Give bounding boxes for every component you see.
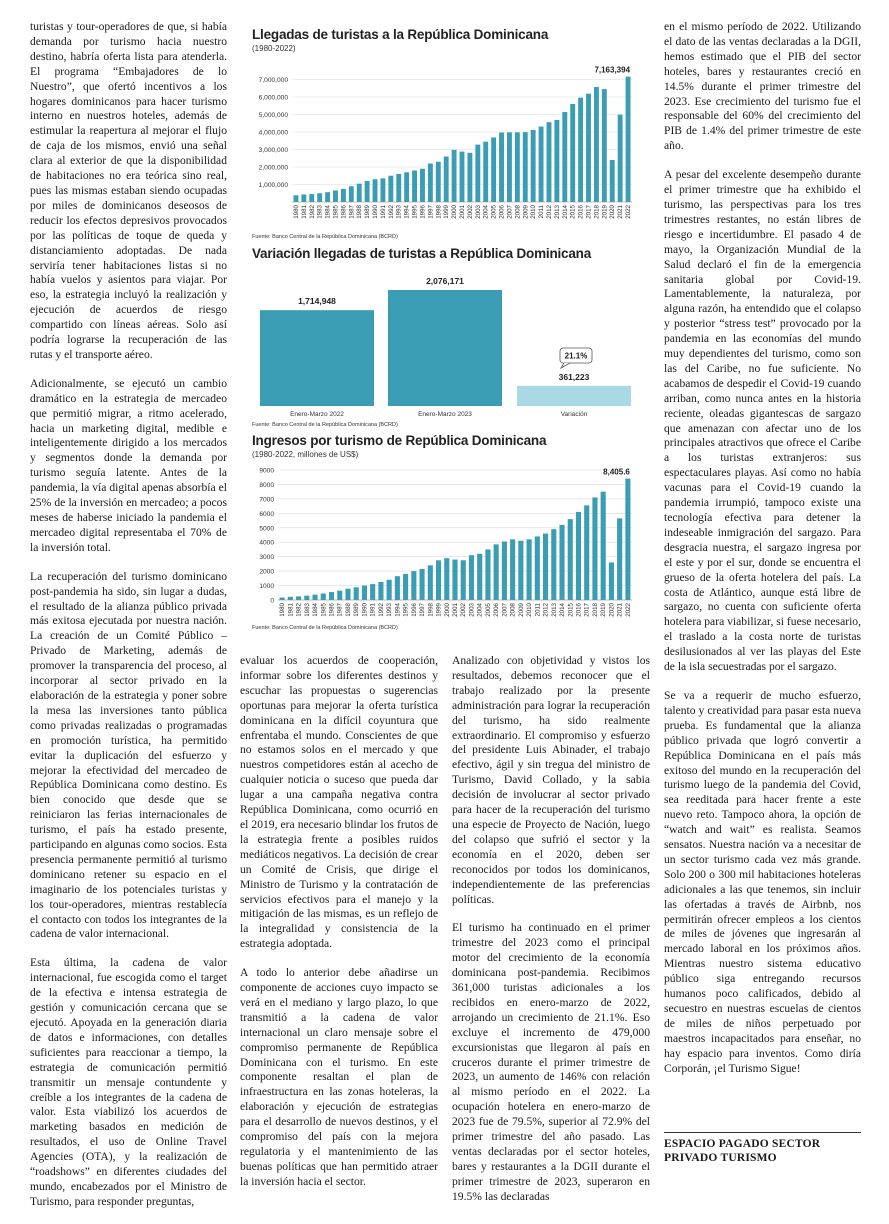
paragraph: A todo lo anterior debe añadirse un componente de acciones cuyo impacto se verá en el mediano y largo plazo, lo que transmitió a la cadena de valor internacional un claro mensaje sobre el compromiso permanente de República Dominicana con el turismo. En este componente resaltan el plan de infraestructura en las zonas hoteleras, la elaboración y ejecución de estrategias para el desarrollo de nuevos destinos, y el compromiso del país con la mejora regulatoria y el mantenimiento de las buenas políticas que han permitido atraer la inversión hacia el sector. [240, 966, 438, 1188]
chart1-bar [578, 98, 583, 202]
chart2-value-label: 2,076,171 [426, 276, 464, 286]
chart1-bar [507, 132, 512, 202]
chart3-xtick-label: 2007 [501, 603, 509, 617]
chart1-xtick-label: 2011 [538, 205, 546, 219]
chart3-ytick-label: 2000 [259, 568, 274, 576]
chart3-bar [609, 562, 614, 600]
chart3-bar [378, 582, 383, 600]
chart3-xtick-label: 1983 [303, 603, 311, 617]
chart3-xtick-label: 1991 [369, 603, 377, 617]
chart1-peak-label: 7,163,394 [594, 65, 631, 75]
chart1-xtick-label: 2010 [530, 205, 538, 219]
chart3-xtick-label: 1999 [435, 603, 443, 617]
chart3-xtick-label: 2006 [493, 603, 501, 617]
chart2-annotation-pointer [561, 363, 570, 368]
chart3-bar [354, 587, 359, 600]
article-column-3 [452, 654, 650, 1219]
chart1-bar [309, 194, 314, 202]
chart3-bar [601, 492, 606, 600]
chart1-bar [428, 164, 433, 203]
chart1-bar [491, 137, 496, 202]
chart1-xtick-label: 1997 [427, 205, 435, 219]
chart1-xtick-label: 1996 [419, 205, 427, 219]
chart1-bar [452, 150, 457, 202]
chart1-bar [594, 87, 599, 202]
chart2-category-label: Enero-Marzo 2022 [290, 411, 344, 418]
chart3-bar [461, 560, 466, 600]
chart3-xtick-label: 2015 [567, 603, 575, 617]
paragraph: en el mismo período de 2022. Utilizando el dato de las ventas declaradas a la DGII, hemos estimado que el PIB del sector hoteles, bares y restaurantes creció en 14.5% durante el primer trimestre del 2023. Ese crecimiento del turismo fue el responsable del 60% del crecimiento del PIB de 1.4% del primer trimestre de este año. [664, 20, 861, 153]
chart3-revenue-svg [248, 460, 636, 624]
chart1-xtick-label: 1999 [443, 205, 451, 219]
chart3-bar [617, 518, 622, 600]
chart3-bar [485, 549, 490, 600]
chart1-bar [467, 153, 472, 202]
chart1-xtick-label: 1993 [395, 205, 403, 219]
paragraph: evaluar los acuerdos de cooperación, informar sobre los diferentes destinos y escuchar las propuestas o sugerencias oportunas para mejorar la oferta turística dominicana en la difícil coyuntura que enfrentaba el mundo. Conscientes de que no estamos solos en el mercado y que nuestros competidores están al acecho de cualquier noticia o suceso que pueda dar lugar a una campaña negativa contra República Dominicana, como ocurrió en el 2019, era necesario blindar los frutos de la estrategia frente a posibles ruidos mediáticos negativos. La decisión de crear un Comité de Crisis, que dirige el Ministro de Turismo y la contratación de servicios efectivos para el manejo y la mitigación de las mismas, es un reflejo de la integralidad y consistencia de la estrategia adoptada. [240, 654, 438, 951]
chart3-title: Ingresos por turismo de República Dominicana [252, 433, 547, 448]
chart1-xtick-label: 1994 [403, 205, 411, 219]
chart1-xtick-label: 2015 [569, 205, 577, 219]
chart1-xtick-label: 1988 [356, 205, 364, 219]
chart1-xtick-label: 2014 [561, 205, 569, 219]
chart1-ytick-label: 4,000,000 [258, 129, 288, 137]
chart1-ytick-label: 2,000,000 [258, 164, 288, 172]
chart1-xtick-label: 2022 [625, 205, 633, 219]
chart1-ytick-label: 5,000,000 [258, 112, 288, 119]
chart1-xtick-label: 2018 [593, 205, 601, 219]
chart3-bar [535, 536, 540, 600]
chart3-xtick-label: 2000 [443, 603, 451, 617]
chart1-bar [380, 178, 385, 202]
chart3-xtick-label: 2003 [468, 603, 476, 617]
paragraph: turistas y tour-operadores de que, si había demanda por turismo hacia nuestro destino, habría oferta lista para atenderla. El programa “Embajadores de lo Nuestro”, que ofertó incentivos a los hogares dominicanos para hacer turismo interno en nuestros hoteles, además de estimular la reapertura al mejorar el flujo de caja de los mismos, envió una señal clara al exterior de que la disponibilidad de habitaciones no era teórica sino real, pues las mismas estaban siendo ocupadas por miles de dominicanos deseosos de reducir los efectos depresivos provocados por las políticas de toque de queda y distanciamiento adoptadas. De nada serviría tener habitaciones listas si no había vuelos y asientos para viajar. Por eso, la estrategia incluyó la realización y ejecución de acuerdos de riesgo compartido con líneas aéreas. Solo así podría lograrse la recuperación de las rutas y el transporte aéreo. [30, 20, 227, 361]
chart3-xtick-label: 1989 [353, 603, 361, 617]
chart3-xtick-label: 1995 [402, 603, 410, 617]
chart3-bar [436, 560, 441, 600]
chart3-bar [543, 534, 548, 600]
chart1-bar [539, 127, 544, 202]
chart1-xtick-label: 2002 [466, 205, 474, 219]
chart3-bar [288, 597, 293, 600]
chart1-bar [294, 195, 299, 202]
chart1-bar [483, 142, 488, 202]
chart3-bar [592, 497, 597, 600]
paragraph: Adicionalmente, se ejecutó un cambio dramático en la estrategia de mercadeo que permitió migrar, a ritmo acelerado, hacia un marketing digital, medible e inteligentemente dirigido a los mercados y segmentos donde la demanda por turismo seguía latente. Antes de la pandemia, la vía digital apenas absorbía el 25% de la inversión en mercadeo; a pocos meses de haberse iniciado la pandemia el mercadeo digital representaba el 70% de la inversión total. [30, 376, 227, 554]
chart3-xtick-label: 1990 [361, 603, 369, 617]
chart3-bar [494, 544, 499, 600]
chart3-bar [559, 525, 564, 600]
chart1-ytick-label: 1,000,000 [258, 182, 288, 189]
chart2-source: Fuente: Banco Central de la República Dominicana (BCRD) [252, 422, 398, 428]
chart3-ytick-label: 1000 [259, 583, 274, 591]
chart3-xtick-label: 1998 [427, 603, 435, 617]
chart3-bar [576, 512, 581, 600]
chart3-bar [403, 574, 408, 600]
chart1-xtick-label: 2016 [577, 205, 585, 219]
chart3-xtick-label: 1982 [295, 603, 303, 617]
chart3-xtick-label: 2016 [575, 603, 583, 617]
chart3-bar [452, 560, 457, 600]
chart1-xtick-label: 1980 [292, 205, 300, 219]
chart1-xtick-label: 1982 [308, 205, 316, 219]
chart3-xtick-label: 2010 [526, 603, 534, 617]
chart3-xtick-label: 1985 [320, 603, 328, 617]
chart3-bar [527, 539, 532, 600]
chart3-bar [551, 529, 556, 600]
chart1-arrivals-svg [248, 54, 636, 232]
chart3-xtick-label: 2013 [550, 603, 558, 617]
chart1-bar [412, 171, 417, 203]
chart3-bar [370, 584, 375, 600]
paragraph: A pesar del excelente desempeño durante el primer trimestre que ha exhibido el turismo, las perspectivas para los tres trimestres restantes, no están libres de riesgo e incertidumbre. El pasado 4 de mayo, la Organización Mundial de la Salud declaró el fin de la emergencia sanitaria global por Covid-19. Lamentablemente, la naturaleza, por alguna razón, ha entendido que el colapso y posterior “stress test” provocado por la pandemia en las economías del mundo muy dependientes del turismo, como son las del Caribe, no fue suficiente. No acabamos de despedir el Covid-19 cuando arriban, como nunca antes en la historia reciente, oleadas gigantescas de sargazo que amenazan con afectar uno de los principales atractivos que ofrece el Caribe a los turistas extranjeros: sus espectaculares playas. Así como no había vacunas para el Covid-19 cuando la pandemia irrumpió, tampoco existe una tecnología efectiva para detener la indeseable inmigración del sargazo. Para desgracia nuestra, el sargazo ingresa por el este y por el sur, donde se encuentra el grueso de la oferta hotelera del país. La costa de Atlántico, aunque está libre de sargazo, no cuenta con suficiente oferta hotelera para viabilizar, si fuese necesario, el traslado a la costa norte de turistas desilusionados al ver las playas del Este de la isla secuestradas por el sargazo. [664, 168, 861, 674]
chart1-bar [460, 152, 465, 202]
chart3-bar [304, 596, 309, 600]
chart3-bar [477, 554, 482, 600]
chart3-bar [337, 591, 342, 600]
chart3-ytick-label: 3000 [259, 554, 274, 562]
chart3-xtick-label: 2011 [534, 603, 542, 617]
chart3-ytick-label: 5000 [259, 525, 274, 533]
chart3-xtick-label: 1988 [344, 603, 352, 617]
chart3-bar [321, 594, 326, 601]
chart3-bar [312, 595, 317, 600]
chart3-bar [444, 558, 449, 600]
chart3-source: Fuente: Banco Central de la República Dominicana (BCRD) [252, 625, 398, 631]
chart1-source: Fuente: Banco Central de la República Dominicana (BCRD) [252, 234, 398, 240]
chart3-xtick-label: 1997 [419, 603, 427, 617]
chart1-bar [515, 132, 520, 202]
chart1-xtick-label: 2001 [459, 205, 466, 219]
chart3-bar [387, 580, 392, 600]
chart1-bar [341, 189, 346, 202]
chart3-xtick-label: 2021 [616, 603, 624, 617]
chart3-xtick-label: 1987 [336, 603, 344, 617]
chart3-xtick-label: 2014 [559, 603, 567, 617]
chart1-xtick-label: 1983 [316, 205, 324, 219]
chart1-xtick-label: 2008 [514, 205, 522, 219]
chart1-xtick-label: 1992 [387, 205, 395, 219]
chart1-bar [531, 130, 536, 202]
chart1-xtick-label: 2013 [553, 205, 561, 219]
paragraph: Analizado con objetividad y vistos los resultados, debemos reconocer que el trabajo realizado por la presente administración para lograr la recuperación del turismo, ha sido realmente extraordinario. El compromiso y esfuerzo del presidente Luis Abinader, el trabajo efectivo, ágil y sin tregua del ministro de Turismo, David Collado, y la sabia decisión de involucrar al sector privado para hacer de la recuperación del turismo una especie de Proyecto de Nación, luego del colapso que sufrió el sector y la economía en el 2020, deben ser reconocidos por todos los dominicanos, independientemente de las preferencias políticas. [452, 654, 650, 906]
chart2-category-label: Variación [560, 411, 588, 418]
chart1-xtick-label: 2006 [498, 205, 506, 219]
chart3-xtick-label: 2018 [591, 603, 599, 617]
chart3-xtick-label: 2019 [600, 603, 608, 617]
chart1-bar [317, 193, 322, 202]
chart1-bar [325, 192, 330, 202]
chart3-xtick-label: 2020 [608, 603, 616, 617]
chart1-bar [444, 157, 449, 203]
chart1-ytick-label: 3,000,000 [258, 147, 288, 154]
chart3-xtick-label: 2022 [624, 603, 632, 617]
chart3-bar [345, 589, 350, 600]
chart1-bar [499, 133, 504, 202]
chart1-bar [420, 169, 425, 202]
chart1-xtick-label: 1990 [372, 205, 380, 219]
paragraph: Esta última, la cadena de valor internacional, fue escogida como el target de la efectiva e intensa estrategia de gestión y comunicación cercana que se ejecutó. Apoyada en la generación diaria de datos e informaciones, con detalles suficientes para reaccionar a tiempo, la estrategia de comunicación permitió transmitir un mensaje contundente y creíble a los integrantes de la cadena de valor. Esta viabilizó los acuerdos de marketing basados en medición de resultados, el uso de Online Travel Agencies (OTA), y la realización de “roadshows” en diferentes ciudades del mundo, encabezados por el Ministro de Turismo, para responder preguntas, [30, 956, 227, 1208]
chart1-xtick-label: 2007 [506, 205, 514, 219]
chart1-xtick-label: 2004 [482, 205, 490, 219]
chart1-xtick-label: 1995 [411, 205, 419, 219]
chart3-bar [502, 542, 507, 601]
article-column-2 [240, 654, 438, 1204]
chart1-bar [570, 104, 575, 202]
chart3-ytick-label: 0 [270, 597, 274, 605]
chart1-xtick-label: 1984 [324, 205, 332, 219]
chart2-annotation-label: 21.1% [564, 351, 588, 361]
chart3-xtick-label: 1993 [386, 603, 394, 617]
chart1-bar [554, 120, 559, 202]
chart1-bar [523, 132, 528, 202]
chart1-title: Llegadas de turistas a la República Dominicana [252, 27, 549, 42]
chart1-xtick-label: 2021 [617, 205, 625, 219]
chart3-xtick-label: 1992 [377, 603, 385, 617]
chart1-xtick-label: 2003 [474, 205, 482, 219]
chart1-bar [357, 184, 362, 202]
chart3-xtick-label: 1986 [328, 603, 336, 617]
chart2-bar [388, 290, 502, 406]
chart1-xtick-label: 2020 [609, 205, 617, 219]
chart3-bar [469, 555, 474, 600]
chart1-bar [562, 112, 567, 202]
chart1-xtick-label: 2012 [545, 205, 553, 219]
chart3-xtick-label: 1996 [410, 603, 418, 617]
chart2-value-label: 361,223 [558, 371, 590, 382]
chart1-bar [610, 160, 615, 202]
chart3-bar [510, 539, 515, 600]
chart3-bar [584, 505, 589, 600]
chart3-xtick-label: 2008 [509, 603, 517, 617]
chart1-xtick-label: 2017 [585, 205, 593, 219]
chart2-value-label: 1,714,948 [298, 296, 336, 307]
chart3-bar [395, 576, 400, 600]
chart3-xtick-label: 1984 [312, 603, 320, 617]
chart3-xtick-label: 2001 [452, 603, 459, 617]
chart1-bar [373, 179, 378, 202]
chart2-title: Variación llegadas de turistas a República Dominicana [252, 246, 592, 261]
chart1-bar [396, 174, 401, 202]
chart1-xtick-label: 1987 [348, 205, 356, 219]
sponsor-footer: ESPACIO PAGADO SECTOR PRIVADO TURISMO [664, 1132, 861, 1165]
chart1-xtick-label: 1986 [340, 205, 348, 219]
chart1-bar [301, 194, 306, 202]
chart3-xtick-label: 2009 [517, 603, 525, 617]
chart1-xtick-label: 2009 [522, 205, 530, 219]
chart3-bar [625, 479, 630, 600]
chart1-xtick-label: 1989 [364, 205, 372, 219]
chart3-bar [411, 571, 416, 600]
chart1-bar [626, 77, 631, 202]
chart1-xtick-label: 2005 [490, 205, 498, 219]
chart3-bar [420, 569, 425, 600]
chart1-bar [618, 115, 623, 202]
chart1-bar [602, 89, 607, 202]
chart1-subtitle: (1980-2022) [252, 44, 296, 53]
chart3-ytick-label: 6000 [259, 510, 274, 518]
chart3-bar [362, 586, 367, 600]
chart3-xtick-label: 1994 [394, 603, 402, 617]
chart3-xtick-label: 2005 [484, 603, 492, 617]
chart3-xtick-label: 2017 [583, 603, 591, 617]
chart1-ytick-label: 7,000,000 [258, 77, 288, 84]
chart3-bar [329, 592, 334, 600]
chart1-bar [404, 172, 409, 202]
article-column-4 [664, 20, 861, 1091]
chart1-xtick-label: 1998 [435, 205, 443, 219]
chart1-xtick-label: 1991 [379, 205, 387, 219]
chart1-bar [333, 190, 338, 202]
chart2-variation-svg [252, 266, 636, 422]
chart3-xtick-label: 1981 [287, 603, 295, 617]
chart3-bar [568, 519, 573, 600]
paragraph: El turismo ha continuado en el primer trimestre del 2023 como el principal motor del crecimiento de la economía dominicana post-pandemia. Recibimos 361,000 turistas adicionales a los recibidos en enero-marzo de 2022, arrojando un crecimiento de 21.1%. Eso excluye el incremento de 479,000 excursionistas que llegaron al país en cruceros durante el primer trimestre de 2023, un aumento de 146% con relación al mismo período en el 2022. La ocupación hotelera en enero-marzo de 2023 fue de 79.5%, superior al 72.9% del primer trimestre del año pasado. Las ventas declaradas por el sector hoteles, bares y restaurantes a la DGII durante el primer trimestre de 2023, superaron en 19.5% las declaradas [452, 921, 650, 1203]
chart3-ytick-label: 8000 [259, 481, 274, 489]
chart1-xtick-label: 1985 [332, 205, 340, 219]
paragraph: La recuperación del turismo dominicano post-pandemia ha sido, sin lugar a dudas, el resultado de la alianza público privada más exitosa ejecutada por nuestra nación. La creación de un Comité Público – Privado de Marketing, además de promover la transparencia del proceso, al incorporar al sector privado en la elaboración de la estrategia y poner sobre la mesa las inversiones tanto pública como privadas realizadas o programadas en promoción turística, ha permitido evitar la duplicación del esfuerzo y mejorar la efectividad del mercadeo de República Dominicana como destino. Es bien conocido que desde que se reiniciaron las ferias internacionales de turismo, el país ha estado presente, participando en algunas como socios. Esta presencia permanente permitió al turismo dominicano retener su espacio en el imaginario de los potenciales turistas y los tour-operadores, mientras restablecía el contacto con todos los integrantes de la cadena de valor internacional. [30, 569, 227, 941]
chart3-ytick-label: 7000 [259, 496, 274, 504]
chart1-bar [365, 181, 370, 202]
chart3-bar [280, 598, 285, 600]
chart1-bar [475, 145, 480, 202]
chart1-bar [586, 94, 591, 202]
chart3-xtick-label: 2012 [542, 603, 550, 617]
chart2-bar [260, 310, 374, 406]
chart3-ytick-label: 4000 [259, 539, 274, 547]
chart1-bar [388, 176, 393, 202]
chart3-xtick-label: 2004 [476, 603, 484, 617]
chart3-bar [428, 565, 433, 600]
chart3-ytick-label: 9000 [259, 467, 274, 475]
chart3-peak-label: 8,405.6 [603, 467, 630, 477]
article-column-1 [30, 20, 227, 1224]
chart3-subtitle: (1980-2022, millones de US$) [252, 450, 359, 459]
chart3-bar [296, 596, 301, 600]
chart3-xtick-label: 1980 [279, 603, 287, 617]
chart1-bar [547, 122, 552, 202]
chart1-xtick-label: 2000 [451, 205, 459, 219]
paragraph: Se va a requerir de mucho esfuerzo, talento y creatividad para pasar esta nueva prueba. Es fundamental que la alianza público privada que logró convertir a República Dominicana en el país más exitoso del mundo en la recuperación del turismo luego de la pandemia del Covid, sea reeditada para hacer frente a este nuevo reto. Tampoco ahora, la opción de “watch and wait” es realista. Seamos sensatos. Nuestra nación va a necesitar de un sector turismo cada vez más grande. Solo 200 o 300 mil habitaciones hoteleras adicionales a las que tenemos, sin incluir las ofertadas a través de Airbnb, nos permitirán ofrecer empleos a los cientos de miles de jóvenes que ingresarán al mercado laboral en los próximos años. Mientras nuestro sistema educativo público siga entregando recursos humanos poco calificados, debido al secuestro en nuestras escuelas de cientos de miles de niños perpetuado por maestros incapacitados para enseñar, no hay espacio para inventos. Como diría Corporán, ¡el Turismo Sigue! [664, 688, 861, 1075]
chart3-xtick-label: 2002 [460, 603, 468, 617]
chart2-bar [517, 386, 631, 406]
chart1-bar [436, 162, 441, 202]
chart2-category-label: Enero-Marzo 2023 [418, 411, 472, 418]
chart1-xtick-label: 2019 [601, 205, 609, 219]
chart3-bar [518, 541, 523, 600]
chart1-bar [349, 186, 354, 202]
chart1-xtick-label: 1981 [300, 205, 308, 219]
chart1-ytick-label: 6,000,000 [258, 94, 288, 102]
